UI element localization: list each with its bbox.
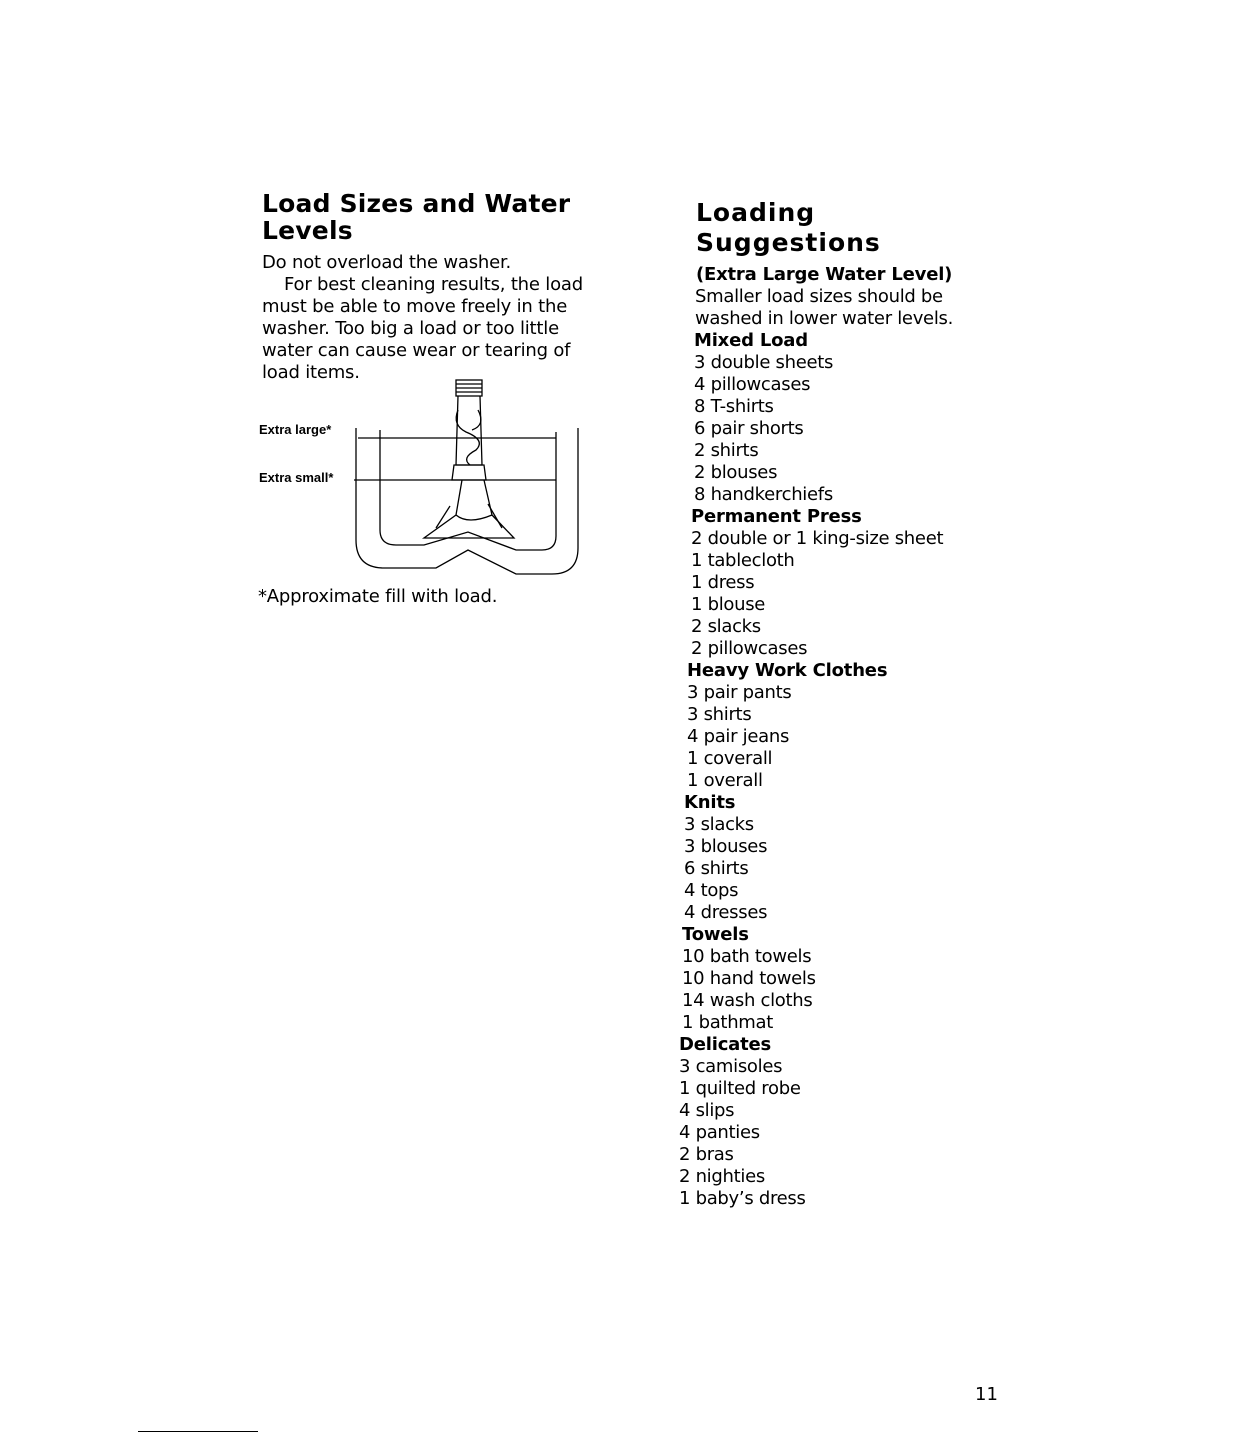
cleaning-advice: For best cleaning results, the load must be able to move freely in the washer. Too big a load or too little water can cause wear or tearing of load items. — [262, 274, 583, 383]
load-category — [682, 924, 978, 1034]
list-item: 6 shirts — [684, 858, 749, 879]
list-item: 2 slacks — [691, 616, 761, 637]
list-item: 10 hand towels — [682, 968, 816, 989]
list-item: 2 blouses — [694, 462, 778, 483]
list-item: 4 pair jeans — [687, 726, 790, 747]
list-item: 1 quilted robe — [679, 1078, 801, 1099]
loading-suggestions-section — [678, 198, 978, 1210]
list-item: 2 nighties — [679, 1166, 765, 1187]
load-category — [679, 1034, 978, 1210]
list-item: 10 bath towels — [682, 946, 812, 967]
load-category — [687, 660, 978, 792]
water-level-diagram — [256, 370, 596, 580]
list-item: 1 coverall — [687, 748, 773, 769]
load-category-list — [678, 330, 978, 1210]
water-level-subheading: (Extra Large Water Level) — [696, 264, 953, 285]
load-category — [694, 330, 978, 506]
extra-small-level-label: Extra small* — [259, 470, 334, 485]
list-item: 4 panties — [679, 1122, 760, 1143]
load-category-title: Towels — [682, 924, 749, 945]
load-category — [684, 792, 978, 924]
list-item: 3 camisoles — [679, 1056, 783, 1077]
list-item: 4 tops — [684, 880, 739, 901]
list-item: 2 bras — [679, 1144, 734, 1165]
load-category-title: Mixed Load — [694, 330, 808, 351]
approximate-fill-note: *Approximate fill with load. — [258, 586, 498, 607]
list-item: 8 T-shirts — [694, 396, 774, 417]
list-item: 4 dresses — [684, 902, 768, 923]
list-item: 2 shirts — [694, 440, 759, 461]
extra-large-level-label: Extra large* — [259, 422, 332, 437]
load-category — [691, 506, 978, 660]
footer-rule — [138, 1431, 258, 1432]
load-category-title: Delicates — [679, 1034, 772, 1055]
list-item: 1 dress — [691, 572, 755, 593]
loading-suggestions-heading: Loading Suggestions — [696, 198, 881, 257]
load-category-title: Knits — [684, 792, 736, 813]
overload-warning: Do not overload the washer. — [262, 252, 512, 273]
list-item: 1 bathmat — [682, 1012, 774, 1033]
load-category-title: Permanent Press — [691, 506, 862, 527]
list-item: 1 tablecloth — [691, 550, 795, 571]
list-item: 8 handkerchiefs — [694, 484, 833, 505]
list-item: 2 double or 1 king-size sheet — [691, 528, 944, 549]
list-item: 3 slacks — [684, 814, 754, 835]
list-item: 4 slips — [679, 1100, 735, 1121]
list-item: 1 blouse — [691, 594, 766, 615]
list-item: 1 overall — [687, 770, 763, 791]
list-item: 3 pair pants — [687, 682, 792, 703]
list-item: 3 double sheets — [694, 352, 834, 373]
list-item: 3 shirts — [687, 704, 752, 725]
list-item: 14 wash cloths — [682, 990, 813, 1011]
page-number: 11 — [975, 1384, 998, 1405]
list-item: 4 pillowcases — [694, 374, 811, 395]
load-sizes-heading: Load Sizes and Water Levels — [262, 189, 571, 245]
load-category-title: Heavy Work Clothes — [687, 660, 888, 681]
list-item: 2 pillowcases — [691, 638, 808, 659]
list-item: 3 blouses — [684, 836, 768, 857]
load-sizes-section — [262, 190, 592, 384]
list-item: 6 pair shorts — [694, 418, 804, 439]
list-item: 1 baby’s dress — [679, 1188, 806, 1209]
load-size-intro: Smaller load sizes should be washed in lower water levels. — [695, 286, 954, 329]
